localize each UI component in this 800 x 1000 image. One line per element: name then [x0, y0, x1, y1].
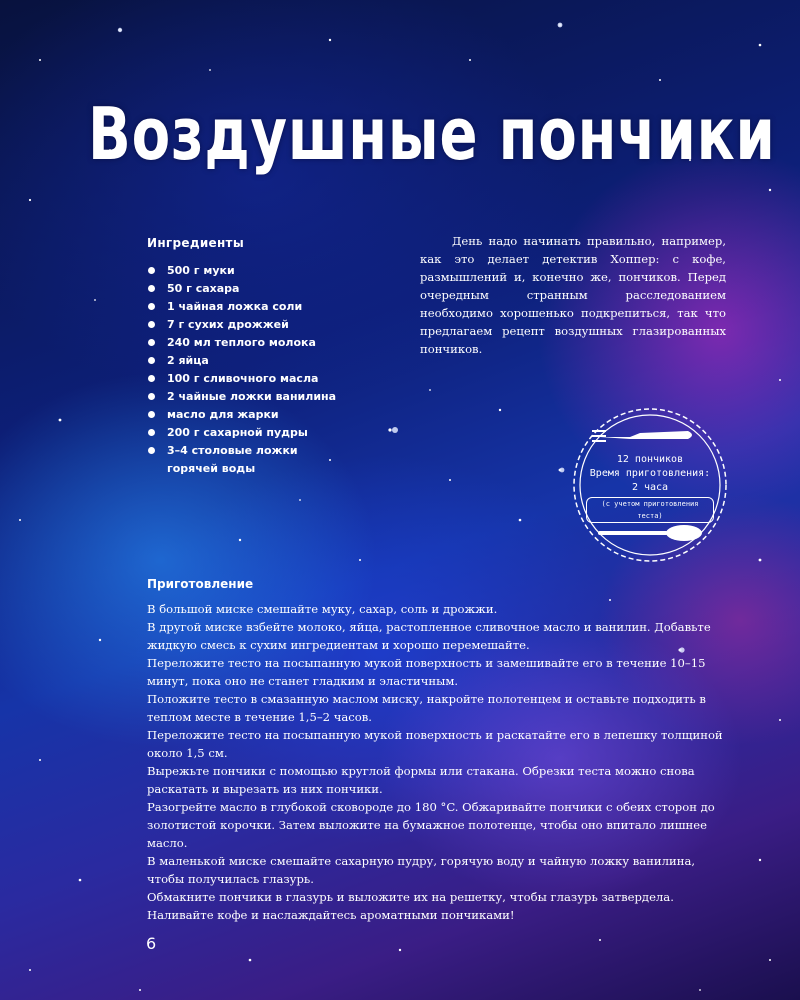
step-text: В маленькой миске смешайте сахарную пудру, горячую воду и чайную ложку ванилина, чтобы получилась глазурь. — [147, 854, 696, 886]
list-item: 50 г сахара — [147, 280, 377, 298]
servings-count: 12 пончиков — [616, 454, 684, 465]
bullet-icon — [148, 447, 155, 454]
intro-paragraph: День надо начинать правильно, например, как это делает детектив Хоппер: с кофе, размышлений и, конечно же, пончиков. Перед очередным странным расследованием необходимо хорошенько подкрепиться, так что предлагаем рецепт воздушных глазированных пончиков. — [420, 234, 726, 356]
spoon-icon — [598, 525, 702, 541]
page-title: Воздушные пончики — [88, 92, 776, 176]
list-item: 500 г муки — [147, 262, 377, 280]
cook-time-value: 2 часа — [631, 482, 669, 493]
list-item: 240 мл теплого молока — [147, 334, 377, 352]
cook-time-note: (с учетом приготовления теста) — [586, 497, 714, 523]
ingredients-heading: Ингредиенты — [147, 236, 244, 250]
bullet-icon — [148, 357, 155, 364]
preparation-heading: Приготовление — [147, 577, 254, 591]
step-text: Обмакните пончики в глазурь и выложите их на решетку, чтобы глазурь затвердела. — [147, 890, 674, 904]
step-text: Переложите тесто на посыпанную мукой поверхность и замешивайте его в течение 10–15 минут, пока оно не станет гладким и эластичным. — [147, 656, 706, 688]
step-text: Вырежьте пончики с помощью круглой формы или стакана. Обрезки теста можно снова раскатать и вырезать из них пончики. — [147, 764, 695, 796]
cook-time-label: Время приготовления: — [589, 468, 711, 479]
ingredients-list — [147, 262, 377, 478]
step-text: Положите тесто в смазанную маслом миску, накройте полотенцем и оставьте подходить в теплом месте в течение 1,5–2 часов. — [147, 692, 706, 724]
list-item: 1 чайная ложка соли — [147, 298, 377, 316]
preparation-steps — [147, 600, 732, 924]
bullet-icon — [148, 429, 155, 436]
bullet-icon — [148, 321, 155, 328]
list-item: 7 г сухих дрожжей — [147, 316, 377, 334]
fork-icon — [592, 430, 692, 442]
list-item: 3–4 столовые ложки горячей воды — [147, 442, 317, 478]
servings-badge — [570, 405, 730, 565]
list-item: 2 чайные ложки ванилина — [147, 388, 377, 406]
bullet-icon — [148, 411, 155, 418]
list-item: масло для жарки — [147, 406, 377, 424]
bullet-icon — [148, 285, 155, 292]
step-text: Наливайте кофе и наслаждайтесь ароматными пончиками! — [147, 908, 515, 922]
step-text: Разогрейте масло в глубокой сковороде до 180 °C. Обжаривайте пончики с обеих сторон до золотистой корочки. Затем выложите на бумажное полотенце, чтобы оно впитало лишнее масло. — [147, 800, 715, 850]
list-item: 2 яйца — [147, 352, 377, 370]
bullet-icon — [148, 375, 155, 382]
bullet-icon — [148, 267, 155, 274]
bullet-icon — [148, 339, 155, 346]
page-number: 6 — [146, 934, 157, 953]
bullet-icon — [148, 393, 155, 400]
step-text: Переложите тесто на посыпанную мукой поверхность и раскатайте его в лепешку толщиной около 1,5 см. — [147, 728, 723, 760]
step-text: В другой миске взбейте молоко, яйца, растопленное сливочное масло и ванилин. Добавьте жидкую смесь к сухим ингредиентам и хорошо перемешайте. — [147, 620, 711, 652]
step-text: В большой миске смешайте муку, сахар, соль и дрожжи. — [147, 602, 498, 616]
list-item: 200 г сахарной пудры — [147, 424, 377, 442]
list-item: 100 г сливочного масла — [147, 370, 377, 388]
bullet-icon — [148, 303, 155, 310]
